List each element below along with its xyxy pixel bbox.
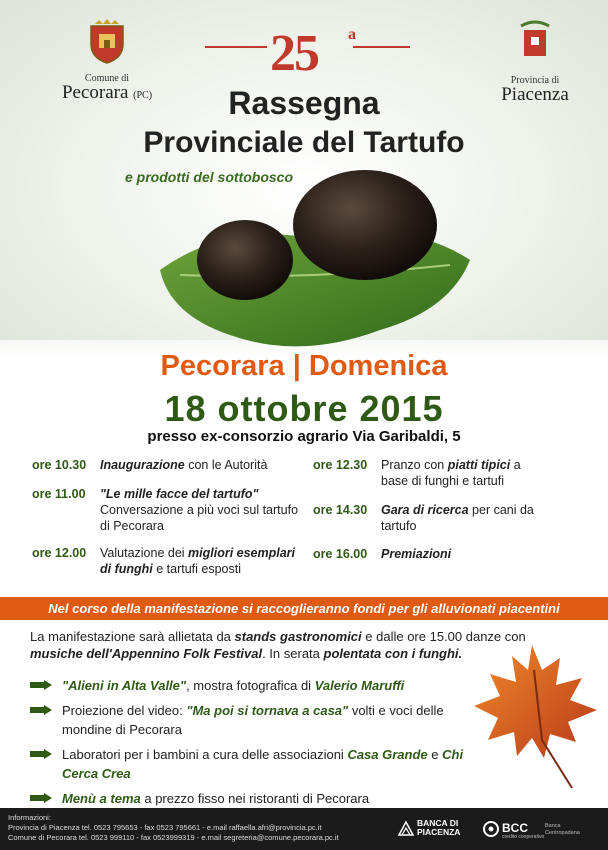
title-line-2: Provinciale del Tartufo [143, 126, 465, 159]
intro-highlight: polentata con i funghi. [323, 646, 463, 661]
program-highlight: migliori esemplari di funghi [100, 546, 296, 576]
list-item [30, 745, 470, 783]
activity-highlight: Valerio Maruffi [314, 678, 405, 693]
bank-logo-icon [398, 820, 414, 836]
activity-highlight: Menù a tema [62, 791, 141, 806]
comune-label: Comune di [84, 73, 130, 84]
intro-highlight: stands gastronomici [234, 629, 362, 644]
bank-name-line1: BANCA DI [417, 818, 459, 828]
contact-info [8, 813, 398, 843]
program-text: Conversazione a più voci sul tartufo di Pecorara [100, 503, 299, 533]
arrow-right-icon [30, 705, 52, 715]
bank-name-line2: PIACENZA [417, 827, 461, 837]
sponsor-banca-di-piacenza [398, 818, 476, 842]
program-text: con le Autorità [184, 458, 268, 472]
provincia-emblem-icon [515, 20, 555, 66]
program-text: Valutazione dei [100, 546, 189, 560]
program-highlight: "Le mille facce del tartufo" [100, 487, 259, 501]
arrow-right-icon [30, 749, 52, 759]
activity-text: volti e voci delle mondine di Pecorara [62, 703, 444, 737]
intro-text: . In serata [262, 646, 324, 661]
fundraising-banner [0, 597, 608, 620]
event-address: presso ex-consorzio agrario Via Garibaldi, 5 [147, 428, 461, 445]
edition-number: 25 [270, 25, 318, 82]
bcc-side-2: Centropadana [545, 830, 580, 836]
bcc-subtitle: credito cooperativo [502, 834, 545, 840]
place-and-day: Pecorara | Domenica [160, 350, 448, 382]
intro-text: La manifestazione sarà allietata da [30, 629, 235, 644]
edition-line-left [205, 46, 267, 48]
program-text: a base di funghi e tartufi [381, 458, 521, 488]
activity-text: e [427, 747, 443, 762]
bcc-side-1: Banca [545, 823, 561, 829]
intro-highlight: musiche dell'Appennino Folk Festival [30, 646, 263, 661]
program-highlight: Gara di ricerca [381, 503, 469, 517]
activity-text: a prezzo fisso nei ristoranti di Pecorara [140, 791, 370, 806]
small-truffle [197, 220, 293, 300]
activity-highlight: "Ma poi si tornava a casa" [186, 703, 349, 718]
maple-leaf-icon [472, 640, 602, 790]
program-time: ore 12.00 [32, 546, 87, 560]
activities-list [30, 676, 470, 814]
edition-line-right [353, 46, 410, 48]
list-item [30, 676, 470, 695]
activity-text: , mostra fotografica di [186, 678, 315, 693]
program-highlight: piatti tipici [447, 458, 511, 472]
banner-text: Nel corso della manifestazione si raccoglieranno fondi per gli alluvionati piacentini [48, 601, 560, 616]
program-item [32, 486, 312, 538]
program-text: e tartufi esposti [152, 562, 242, 576]
program-time: ore 16.00 [313, 547, 368, 561]
program-item [313, 546, 563, 566]
large-truffle [293, 170, 437, 280]
program-item [32, 457, 312, 477]
edition-suffix: a [348, 26, 356, 43]
truffle-on-leaf-illustration [150, 160, 480, 360]
program-highlight: Premiazioni [381, 547, 452, 561]
list-item [30, 789, 470, 808]
program-time: ore 12.30 [313, 458, 368, 472]
edition-mark [205, 20, 410, 80]
program-highlight: Inaugurazione [100, 458, 185, 472]
intro-text: e dalle ore 15.00 danze con [361, 629, 526, 644]
program-time: ore 10.30 [32, 458, 87, 472]
activity-text: Laboratori per i bambini a cura delle associazioni [62, 747, 348, 762]
list-item [30, 701, 470, 739]
info-title: Informazioni: [8, 813, 51, 822]
comune-name: Pecorara [61, 82, 129, 103]
subtitle: e prodotti del sottobosco [125, 169, 293, 185]
event-date: 18 ottobre 2015 [164, 388, 444, 429]
provincia-name: Piacenza [501, 84, 569, 105]
info-comune: Comune di Pecorara tel. 0523 999110 - fax 0523999319 - e.mail segreteria@comune.pecorara.pc.it [8, 833, 339, 842]
bcc-logo-icon [482, 820, 500, 838]
program-item [313, 502, 563, 538]
program-item [32, 545, 312, 595]
program-text: Pranzo con [381, 458, 448, 472]
bcc-name: BCC [502, 821, 528, 835]
arrow-right-icon [30, 793, 52, 803]
footer-bar [0, 808, 608, 850]
activity-highlight: Chi Cerca Crea [62, 747, 464, 781]
program-time: ore 14.30 [313, 503, 368, 517]
activity-highlight: Casa Grande [347, 747, 428, 762]
program-text: per cani da tartufo [381, 503, 534, 533]
program-time: ore 11.00 [32, 487, 86, 501]
arrow-right-icon [30, 680, 52, 690]
coat-of-arms-icon [87, 18, 127, 64]
comune-province: (PC) [133, 90, 153, 101]
program-item [313, 457, 563, 493]
activity-highlight: "Alieni in Alta Valle" [62, 678, 187, 693]
sponsor-bcc [482, 820, 602, 842]
info-provincia: Provincia di Piacenza tel. 0523 795653 - fax 0523 795661 - e.mail raffaella.afri@provincia.pc.it [8, 823, 322, 832]
title-line-1: Rassegna [228, 85, 380, 121]
provincia-label: Provincia di [510, 75, 560, 86]
activity-text: Proiezione del video: [62, 703, 187, 718]
